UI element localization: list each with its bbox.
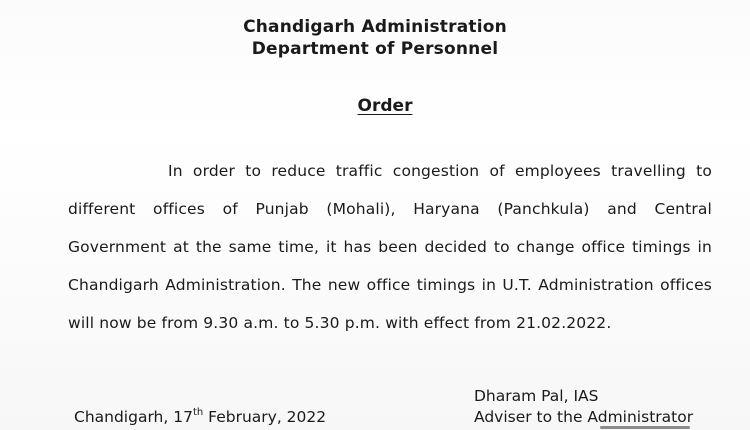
place-date (74, 408, 326, 426)
signature-block (474, 386, 693, 428)
date-ordinal-suffix: th (192, 407, 204, 418)
order-body-paragraph: In order to reduce traffic congestion of employees travelling to different offices of Punjab (Mohali), Haryana (Panchkula) and Central Government at the same time, it has been decided to change office timings in Chandigarh Administration. The new office timings in U.T. Administration offices will now be from 9.30 a.m. to 5.30 p.m. with effect from 21.02.2022. (68, 162, 712, 332)
cropped-text-fragment (600, 423, 690, 430)
document-header (0, 16, 750, 60)
header-department: Department of Personnel (251, 39, 499, 59)
signatory-title: Adviser to the Administrator (474, 408, 694, 426)
place-and-day: Chandigarh, 17 (74, 408, 193, 426)
header-organization: Chandigarh Administration (243, 17, 507, 37)
date-month-year: February, 2022 (203, 408, 327, 426)
order-title: Order (357, 96, 413, 116)
signatory-name: Dharam Pal, IAS (474, 387, 599, 405)
